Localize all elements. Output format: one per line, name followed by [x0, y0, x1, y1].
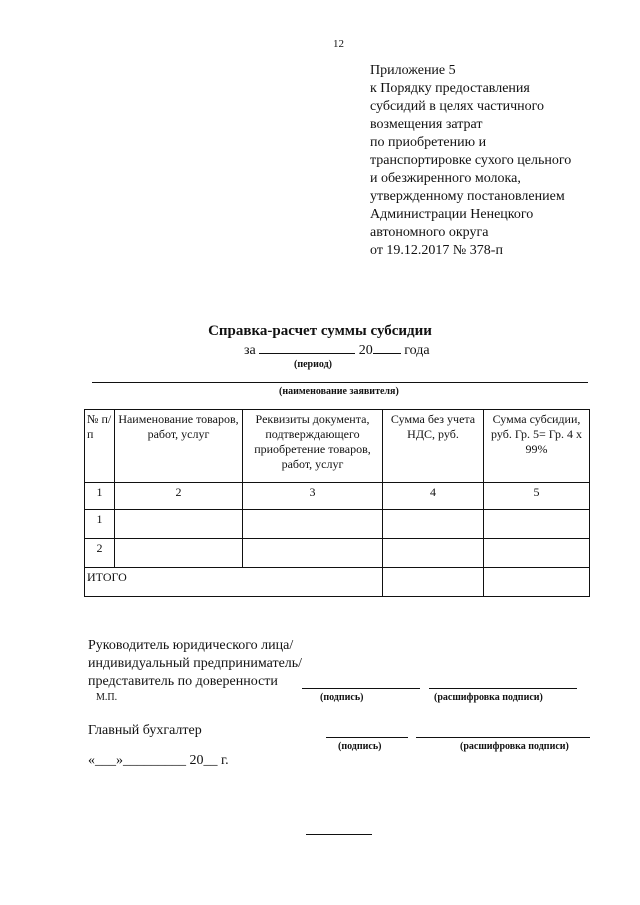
header-document: Реквизиты документа, подтверждающего приобретение товаров, работ, услуг [243, 410, 383, 483]
appendix-line: автономного округа [370, 225, 489, 240]
column-number: 3 [243, 483, 383, 510]
period-year: 20 [358, 343, 373, 358]
table-cell[interactable] [243, 510, 383, 539]
table-row [85, 510, 590, 539]
period-suffix: года [404, 343, 430, 358]
table-cell[interactable] [484, 539, 590, 568]
table-row [85, 539, 590, 568]
total-sum-cell[interactable] [383, 568, 484, 597]
appendix-line: Приложение 5 [370, 63, 456, 78]
signature-caption: (подпись) [320, 692, 364, 703]
period-prefix: за [244, 343, 256, 358]
header-goods: Наименование товаров, работ, услуг [115, 410, 243, 483]
accountant-signature-line [326, 737, 408, 738]
header-subsidy: Сумма субсидии, руб. Гр. 5= Гр. 4 х 99% [484, 410, 590, 483]
period-line [244, 341, 430, 359]
applicant-caption: (наименование заявителя) [279, 386, 399, 397]
column-numbers-row [85, 483, 590, 510]
decoding-caption: (расшифровка подписи) [434, 692, 543, 703]
signatory-line: представитель по доверенности [88, 674, 278, 689]
table-cell[interactable] [484, 510, 590, 539]
table-cell: 1 [85, 510, 115, 539]
appendix-line: по приобретению и [370, 135, 487, 150]
signatory-line: индивидуальный предприниматель/ [88, 656, 303, 671]
total-row [85, 568, 590, 597]
appendix-line: транспортировке сухого цельного [370, 153, 572, 168]
table-cell[interactable] [115, 510, 243, 539]
page-number: 12 [333, 38, 344, 50]
signature-line [302, 688, 420, 689]
applicant-line [92, 382, 588, 383]
subsidy-table [84, 409, 590, 597]
total-label: ИТОГО [85, 568, 383, 597]
year-blank [373, 341, 401, 354]
period-blank [259, 341, 355, 354]
total-subsidy-cell[interactable] [484, 568, 590, 597]
appendix-line: Администрации Ненецкого [370, 207, 534, 222]
table-cell: 2 [85, 539, 115, 568]
table-cell[interactable] [383, 539, 484, 568]
accountant-label: Главный бухгалтер [88, 723, 202, 738]
appendix-block [370, 62, 630, 260]
date-line: «___»_________ 20__ г. [88, 753, 229, 768]
column-number: 2 [115, 483, 243, 510]
accountant-decoding-line [416, 737, 590, 738]
header-number: № п/п [85, 410, 115, 483]
appendix-line: от 19.12.2017 № 378-п [370, 243, 503, 258]
appendix-line: и обезжиренного молока, [370, 171, 521, 186]
column-number: 5 [484, 483, 590, 510]
table-cell[interactable] [115, 539, 243, 568]
period-caption: (период) [294, 359, 332, 370]
table-header-row [85, 410, 590, 483]
accountant-signature-caption: (подпись) [338, 741, 382, 752]
column-number: 4 [383, 483, 484, 510]
head-signatory-label [88, 637, 302, 691]
header-sum-no-vat: Сумма без учета НДС, руб. [383, 410, 484, 483]
document-title: Справка-расчет суммы субсидии [208, 323, 432, 339]
appendix-line: возмещения затрат [370, 117, 483, 132]
appendix-line: утвержденному постановлением [370, 189, 565, 204]
stamp-label: М.П. [96, 692, 118, 703]
accountant-decoding-caption: (расшифровка подписи) [460, 741, 569, 752]
appendix-line: субсидий в целях частичного [370, 99, 545, 114]
signatory-line: Руководитель юридического лица/ [88, 638, 294, 653]
column-number: 1 [85, 483, 115, 510]
decoding-line [429, 688, 577, 689]
table-cell[interactable] [383, 510, 484, 539]
table-cell[interactable] [243, 539, 383, 568]
end-divider [306, 834, 372, 835]
appendix-line: к Порядку предоставления [370, 81, 530, 96]
